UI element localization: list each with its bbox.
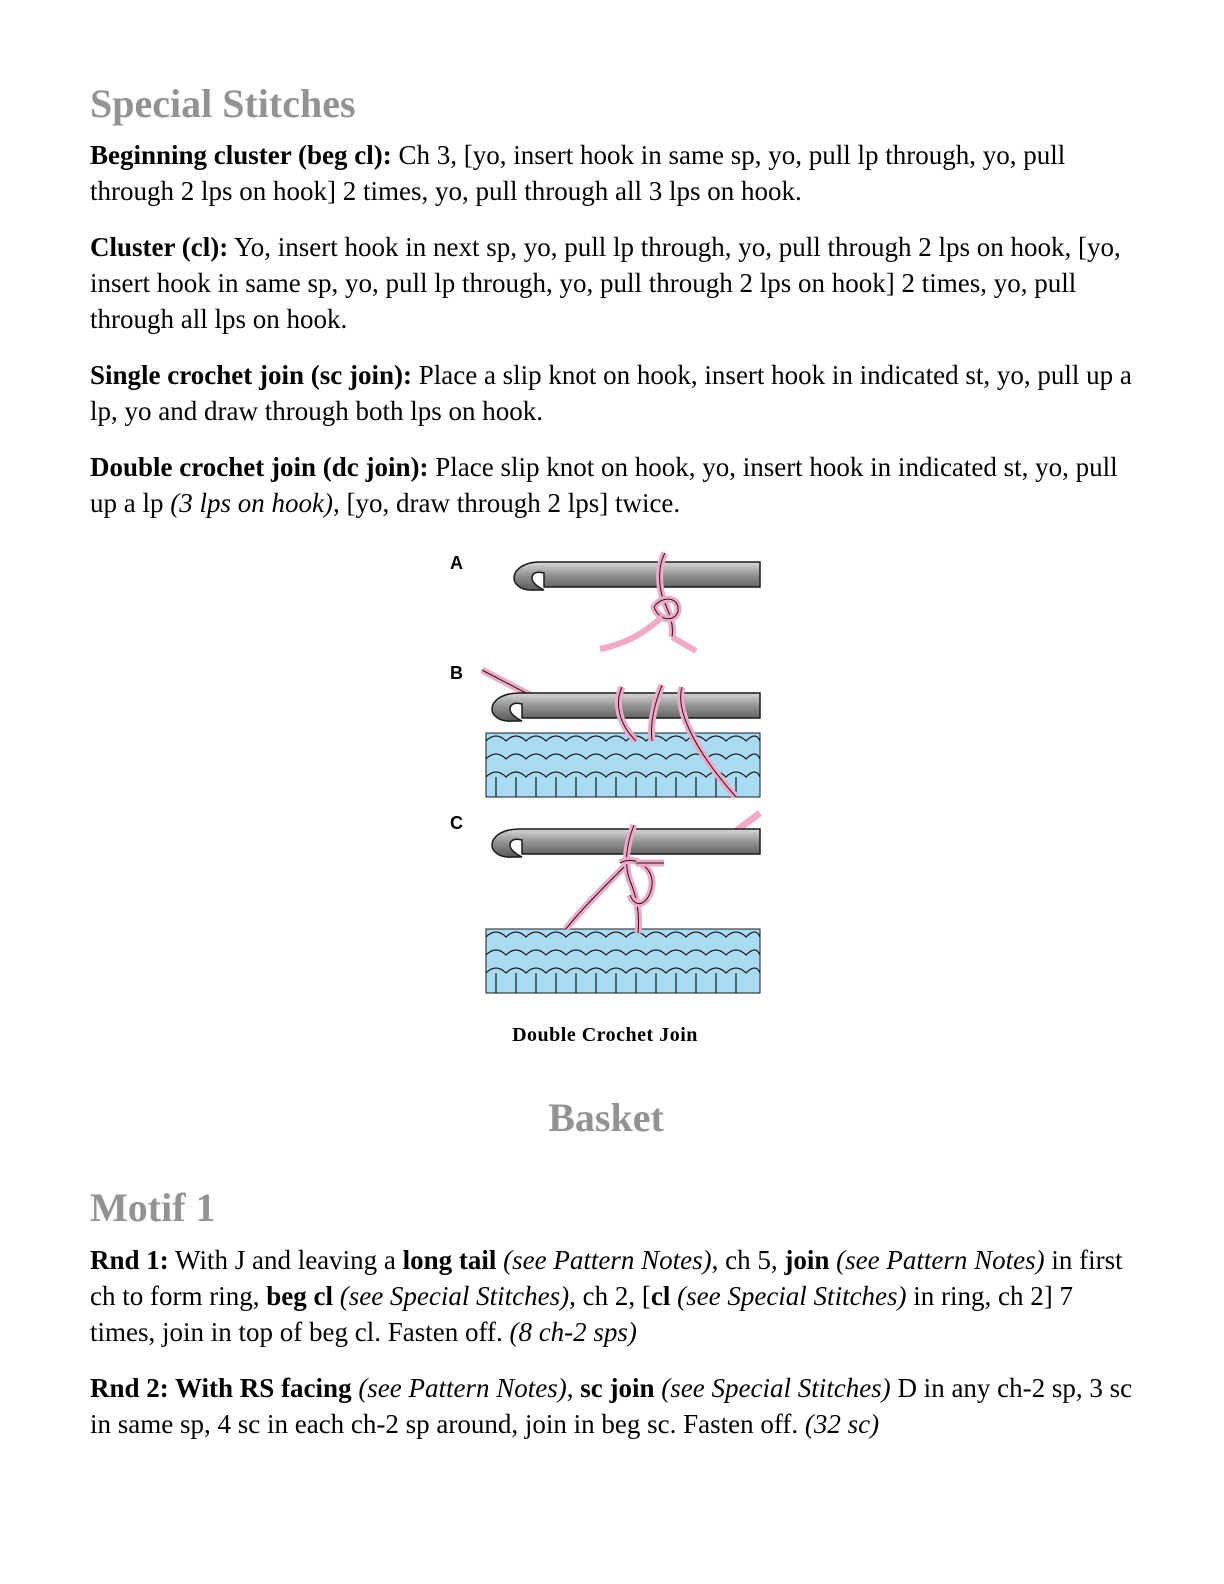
italic-note: (see Special Stitches) (332, 1281, 570, 1311)
bold-term: long tail (402, 1245, 497, 1275)
definition-beginning-cluster: Ch 3, [yo, insert hook in same sp, yo, pull lp through, yo, pull through 2 lps on hook] 2 times, yo, pull through all 3 lps on hook. (90, 140, 1066, 206)
stitch-count: (8 ch-2 sps) (509, 1317, 637, 1347)
bold-term: beg cl (266, 1281, 333, 1311)
definition-dc-join-part2: , [yo, draw through 2 lps] twice. (332, 488, 681, 518)
figure-caption: Double Crochet Join (512, 1024, 698, 1046)
italic-note: (see Pattern Notes) (351, 1373, 567, 1403)
bold-term: cl (650, 1281, 671, 1311)
term-beginning-cluster: Beginning cluster (beg cl): (90, 140, 392, 170)
definition-dc-join-note: (3 lps on hook) (170, 488, 333, 518)
term-dc-join: Double crochet join (dc join): (90, 452, 429, 482)
section-title-basket: Basket (548, 1095, 664, 1140)
bold-term: sc join (580, 1373, 655, 1403)
term-sc-join: Single crochet join (sc join): (90, 360, 412, 390)
italic-note: (see Special Stitches) (654, 1373, 891, 1403)
panel-a (514, 553, 760, 651)
paragraph-sc-join (90, 357, 1140, 429)
italic-note: (see Pattern Notes) (496, 1245, 712, 1275)
fabric-row-icon (486, 733, 760, 797)
figure-label-c: C (450, 813, 463, 833)
paragraph-cluster (90, 229, 1140, 337)
panel-c (486, 825, 760, 993)
round-1-instructions (90, 1242, 1140, 1350)
fabric-row-icon (486, 929, 760, 993)
figure-label-b: B (450, 663, 463, 683)
italic-note: (see Special Stitches) (670, 1281, 907, 1311)
text-run: in ring, ch 2] 7 times, join in top of beg cl. Fasten off. (90, 1281, 1074, 1347)
text-run: , (566, 1373, 581, 1403)
definition-dc-join-part1: Place slip knot on hook, yo, insert hook in indicated st, yo, pull up a lp (90, 452, 1118, 518)
round-label: Rnd 1: (90, 1245, 169, 1275)
dc-join-illustration (440, 545, 780, 1005)
round-2-instructions (90, 1370, 1140, 1442)
crochet-hook-icon (492, 693, 760, 721)
definition-cluster: Yo, insert hook in next sp, yo, pull lp through, yo, pull through 2 lps on hook, [yo, insert hook in same sp, yo, pull lp through, yo, pull through 2 lps on hook] 2 times, yo, pull through all lps on hook. (90, 232, 1121, 334)
text-run: , ch 5, (711, 1245, 785, 1275)
figure-label-a: A (450, 553, 463, 573)
text-run: D in any ch-2 sp, 3 sc in same sp, 4 sc in each ch-2 sp around, join in beg sc. Fasten off. (90, 1373, 1133, 1439)
text-run: , ch 2, [ (569, 1281, 651, 1311)
paragraph-dc-join (90, 449, 1140, 521)
paragraph-beginning-cluster (90, 137, 1140, 209)
bold-term: join (784, 1245, 830, 1275)
panel-b (482, 670, 760, 797)
section-title-special-stitches: Special Stitches (90, 81, 356, 126)
text-run: in first ch to form ring, (90, 1245, 1123, 1311)
text-run: With J and leaving a (168, 1245, 403, 1275)
stitch-count: (32 sc) (804, 1409, 880, 1439)
crochet-hook-icon (514, 562, 760, 590)
term-cluster: Cluster (cl): (90, 232, 229, 262)
italic-note: (see Pattern Notes) (829, 1245, 1045, 1275)
section-title-motif-1: Motif 1 (90, 1185, 216, 1230)
round-label: Rnd 2: With RS facing (90, 1373, 352, 1403)
definition-sc-join: Place a slip knot on hook, insert hook in indicated st, yo, pull up a lp, yo and draw through both lps on hook. (90, 360, 1132, 426)
